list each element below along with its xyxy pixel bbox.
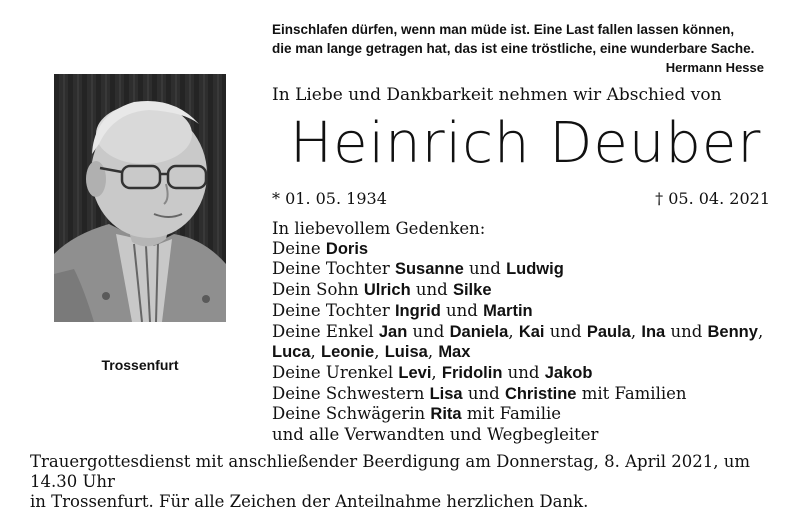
mourner-name: Martin [483, 301, 533, 320]
mourner-name: Paula [586, 322, 631, 341]
quote [272, 20, 772, 58]
mourner-text: , [310, 342, 322, 362]
mourner-text: und [544, 321, 587, 341]
mourner-name: Doris [325, 239, 369, 258]
mourner-text: Deine Tochter [272, 259, 395, 279]
birth-date: * 01. 05. 1934 [272, 189, 387, 208]
mourner-name: Leonie [321, 343, 375, 362]
mourner-name: Jan [378, 322, 408, 341]
mourner-line [272, 384, 782, 405]
quote-author: Hermann Hesse [665, 60, 764, 75]
mourner-name: Levi [398, 363, 432, 382]
mourner-text: , [630, 321, 642, 341]
mourner-line [272, 280, 782, 301]
mourner-line [272, 239, 782, 260]
mourner-line [272, 404, 782, 425]
mourner-text: und [440, 300, 484, 320]
death-date: † 05. 04. 2021 [655, 189, 770, 208]
mourner-name: Lisa [429, 384, 463, 403]
mourner-text: , [757, 321, 764, 341]
mourner-name: Susanne [394, 260, 464, 279]
mourner-text: , [427, 342, 439, 362]
mourner-name: Jakob [544, 363, 593, 382]
quote-line: die man lange getragen hat, das ist eine tröstliche, eine wunderbare Sache. [272, 41, 755, 56]
mourner-text: Deine Enkel [272, 321, 379, 341]
funeral-notice-line: in Trossenfurt. Für alle Zeichen der Anteilnahme herzlichen Dank. [30, 492, 589, 511]
mourner-name: Fridolin [441, 363, 503, 382]
mourner-line [272, 322, 782, 343]
mourner-text: Deine Schwestern [272, 383, 430, 403]
mourner-text: und alle Verwandten und Wegbegleiter [272, 425, 599, 445]
mourner-name: Ludwig [506, 260, 564, 279]
mourner-text: In liebevollem Gedenken: [272, 219, 486, 238]
quote-line: Einschlafen dürfen, wenn man müde ist. Eine Last fallen lassen können, [272, 22, 735, 37]
deceased-name: Heinrich Deuber [290, 111, 762, 176]
mourner-line [272, 301, 782, 322]
mourner-text: Deine Tochter [272, 300, 395, 320]
mourner-name: Luca [272, 343, 311, 362]
portrait-photo [54, 74, 226, 322]
funeral-notice-line: Trauergottesdienst mit anschließender Beerdigung am Donnerstag, 8. April 2021, um 14.30 Uhr [30, 452, 751, 491]
mourner-name: Kai [518, 322, 545, 341]
mourner-line [272, 425, 782, 445]
mourner-text: Deine [272, 238, 326, 258]
mourner-text: Dein Sohn [272, 280, 364, 300]
mourner-text: Deine Schwägerin [272, 404, 431, 424]
mourner-text: , [508, 321, 519, 341]
mourner-text: und [463, 259, 507, 279]
mourner-name: Daniela [449, 322, 509, 341]
mourner-name: Christine [504, 384, 577, 403]
mourner-text: und [665, 321, 708, 341]
mourner-line [272, 342, 782, 363]
mourner-text: und [410, 280, 453, 300]
mourners-list [272, 219, 782, 445]
mourner-text: mit Familie [461, 404, 562, 424]
mourner-text: Deine Urenkel [272, 362, 399, 382]
mourner-name: Benny [707, 322, 758, 341]
mourner-text: und [462, 383, 505, 403]
mourner-text: , [431, 362, 442, 382]
place-label: Trossenfurt [101, 357, 179, 373]
mourner-text: und [407, 321, 450, 341]
mourner-text: mit Familien [576, 383, 687, 403]
mourner-name: Ulrich [363, 281, 411, 300]
mourner-name: Max [438, 343, 471, 362]
mourner-line [272, 363, 782, 384]
mourner-name: Rita [430, 405, 462, 424]
mourner-text: und [502, 362, 545, 382]
mourner-name: Silke [452, 281, 492, 300]
mourner-text: , [374, 342, 385, 362]
mourner-name: Luisa [384, 343, 428, 362]
mourner-line [272, 259, 782, 280]
mourner-line [272, 219, 782, 239]
mourner-name: Ina [641, 322, 666, 341]
intro-text: In Liebe und Dankbarkeit nehmen wir Abschied von [272, 85, 722, 105]
funeral-notice [30, 452, 790, 512]
mourner-name: Ingrid [394, 301, 441, 320]
